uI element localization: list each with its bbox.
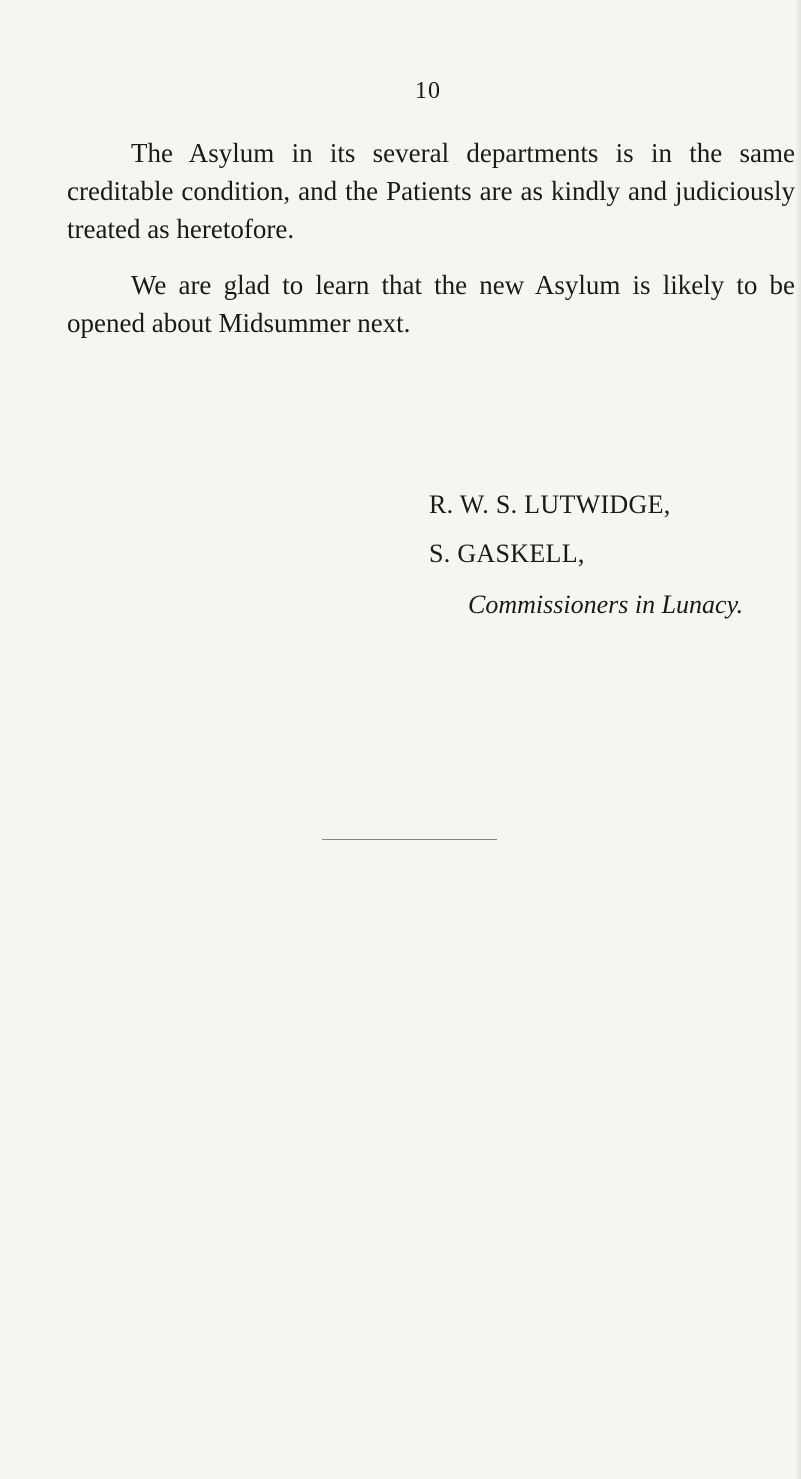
signatory-title: Commissioners in Lunacy. bbox=[468, 590, 744, 619]
paragraph-new-asylum: We are glad to learn that the new Asylum is likely to be opened about Midsummer next. bbox=[67, 270, 795, 338]
signatory-gaskell: S. GASKELL, bbox=[429, 539, 585, 568]
signatory-lutwidge: R. W. S. LUTWIDGE, bbox=[429, 490, 671, 519]
divider-rule bbox=[322, 839, 497, 840]
page-edge-shadow bbox=[795, 0, 801, 1479]
paragraph-asylum-condition: The Asylum in its several departments is in the same creditable condition, and the Patients are as kindly and judiciously treated as heretofore. bbox=[67, 138, 795, 244]
page-number: 10 bbox=[415, 78, 441, 104]
